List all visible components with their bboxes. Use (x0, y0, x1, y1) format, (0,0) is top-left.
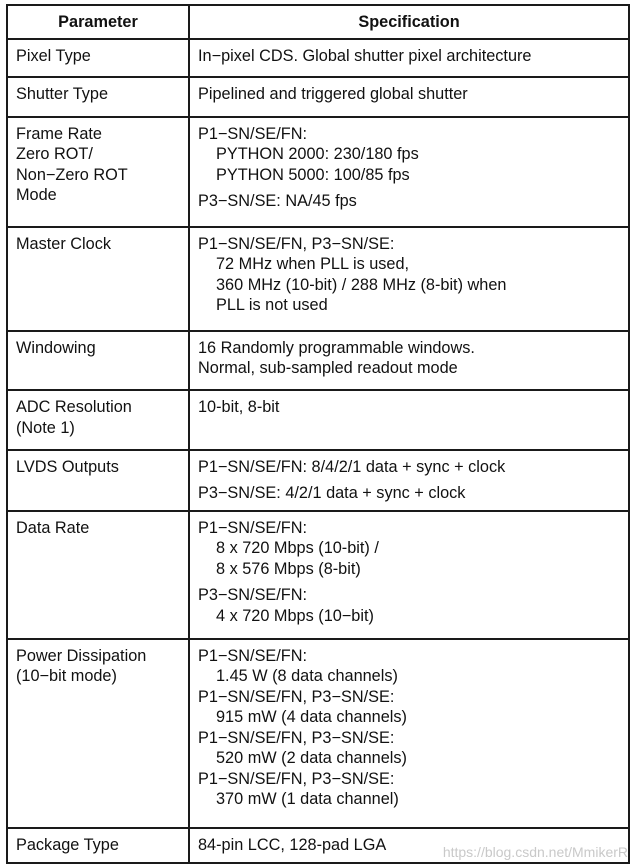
specification-cell (189, 77, 629, 116)
specification-text: 1.45 W (8 data channels) (216, 667, 398, 686)
parameter-text: Power Dissipation (16, 646, 147, 665)
parameter-text: Pixel Type (16, 47, 91, 65)
table-row (7, 511, 629, 639)
spec-table (6, 4, 630, 864)
specification-text: P1−SN/SE/FN: (198, 646, 308, 665)
specification-text: 360 MHz (10-bit) / 288 MHz (8-bit) when (216, 275, 507, 294)
parameter-text: Master Clock (16, 234, 111, 253)
parameter-text: (Note 1) (16, 418, 75, 437)
table-row (7, 331, 629, 391)
specification-text: In−pixel CDS. Global shutter pixel architecture (198, 47, 532, 65)
specification-text: 84-pin LCC, 128-pad LGA (198, 835, 387, 854)
specification-cell (189, 331, 629, 391)
specification-cell (189, 450, 629, 511)
table-row (7, 450, 629, 511)
specification-text: P3−SN/SE: NA/45 fps (198, 192, 357, 211)
table-row (7, 639, 629, 828)
parameter-cell (7, 639, 189, 828)
parameter-cell (7, 39, 189, 77)
parameter-text: ADC Resolution (16, 398, 132, 417)
specification-text: P1−SN/SE/FN, P3−SN/SE: (198, 728, 395, 747)
specification-text: Normal, sub-sampled readout mode (198, 359, 458, 378)
parameter-text: Package Type (16, 835, 119, 854)
specification-text: 10-bit, 8-bit (198, 398, 280, 417)
parameter-text: LVDS Outputs (16, 457, 119, 476)
specification-text: 16 Randomly programmable windows. (198, 338, 475, 357)
parameter-text: Windowing (16, 338, 96, 357)
specification-text: 370 mW (1 data channel) (216, 790, 399, 809)
specification-header: Specification (189, 5, 629, 39)
table-row (7, 227, 629, 331)
parameter-cell (7, 331, 189, 391)
specification-text: P1−SN/SE/FN, P3−SN/SE: (198, 687, 395, 706)
parameter-cell (7, 390, 189, 450)
specification-text: 8 x 720 Mbps (10-bit) / (216, 539, 379, 558)
spec-body (7, 39, 629, 863)
parameter-text: Shutter Type (16, 85, 109, 104)
parameter-cell (7, 227, 189, 331)
table-row (7, 77, 629, 116)
parameter-text: Frame Rate (16, 124, 102, 143)
specification-text: Pipelined and triggered global shutter (198, 85, 468, 104)
parameter-text: (10−bit mode) (16, 667, 117, 686)
table-row (7, 117, 629, 227)
table-row (7, 39, 629, 77)
specification-text: 72 MHz when PLL is used, (216, 255, 410, 274)
specification-text: PLL is not used (216, 296, 328, 315)
header-row (7, 5, 629, 39)
parameter-text: Mode (16, 186, 57, 205)
parameter-text: Non−Zero ROT (16, 165, 128, 184)
specification-text: PYTHON 2000: 230/180 fps (216, 145, 419, 164)
specification-text: P1−SN/SE/FN: (198, 518, 308, 537)
specification-cell (189, 227, 629, 331)
parameter-cell (7, 77, 189, 116)
specification-text: P3−SN/SE/FN: (198, 586, 308, 605)
specification-text: 520 mW (2 data channels) (216, 749, 407, 768)
specification-cell (189, 639, 629, 828)
specification-text: P1−SN/SE/FN, P3−SN/SE: (198, 769, 395, 788)
table-row (7, 390, 629, 450)
specification-text: P1−SN/SE/FN: 8/4/2/1 data + sync + clock (198, 457, 506, 476)
specification-cell (189, 39, 629, 77)
specification-text: P1−SN/SE/FN, P3−SN/SE: (198, 234, 395, 253)
specification-text: P1−SN/SE/FN: (198, 124, 308, 143)
parameter-cell (7, 511, 189, 639)
parameter-cell (7, 450, 189, 511)
parameter-header: Parameter (7, 5, 189, 39)
specification-cell (189, 390, 629, 450)
specification-text: P3−SN/SE: 4/2/1 data + sync + clock (198, 484, 466, 503)
specification-text: 4 x 720 Mbps (10−bit) (216, 606, 374, 625)
specification-text: 8 x 576 Mbps (8-bit) (216, 559, 361, 578)
specification-cell (189, 117, 629, 227)
specification-text: PYTHON 5000: 100/85 fps (216, 165, 410, 184)
parameter-cell (7, 828, 189, 863)
watermark: https://blog.csdn.net/MmikerR (442, 844, 628, 860)
specification-text: 915 mW (4 data channels) (216, 708, 407, 727)
parameter-text: Data Rate (16, 518, 90, 537)
parameter-cell (7, 117, 189, 227)
specification-cell (189, 511, 629, 639)
parameter-text: Zero ROT/ (16, 145, 93, 164)
